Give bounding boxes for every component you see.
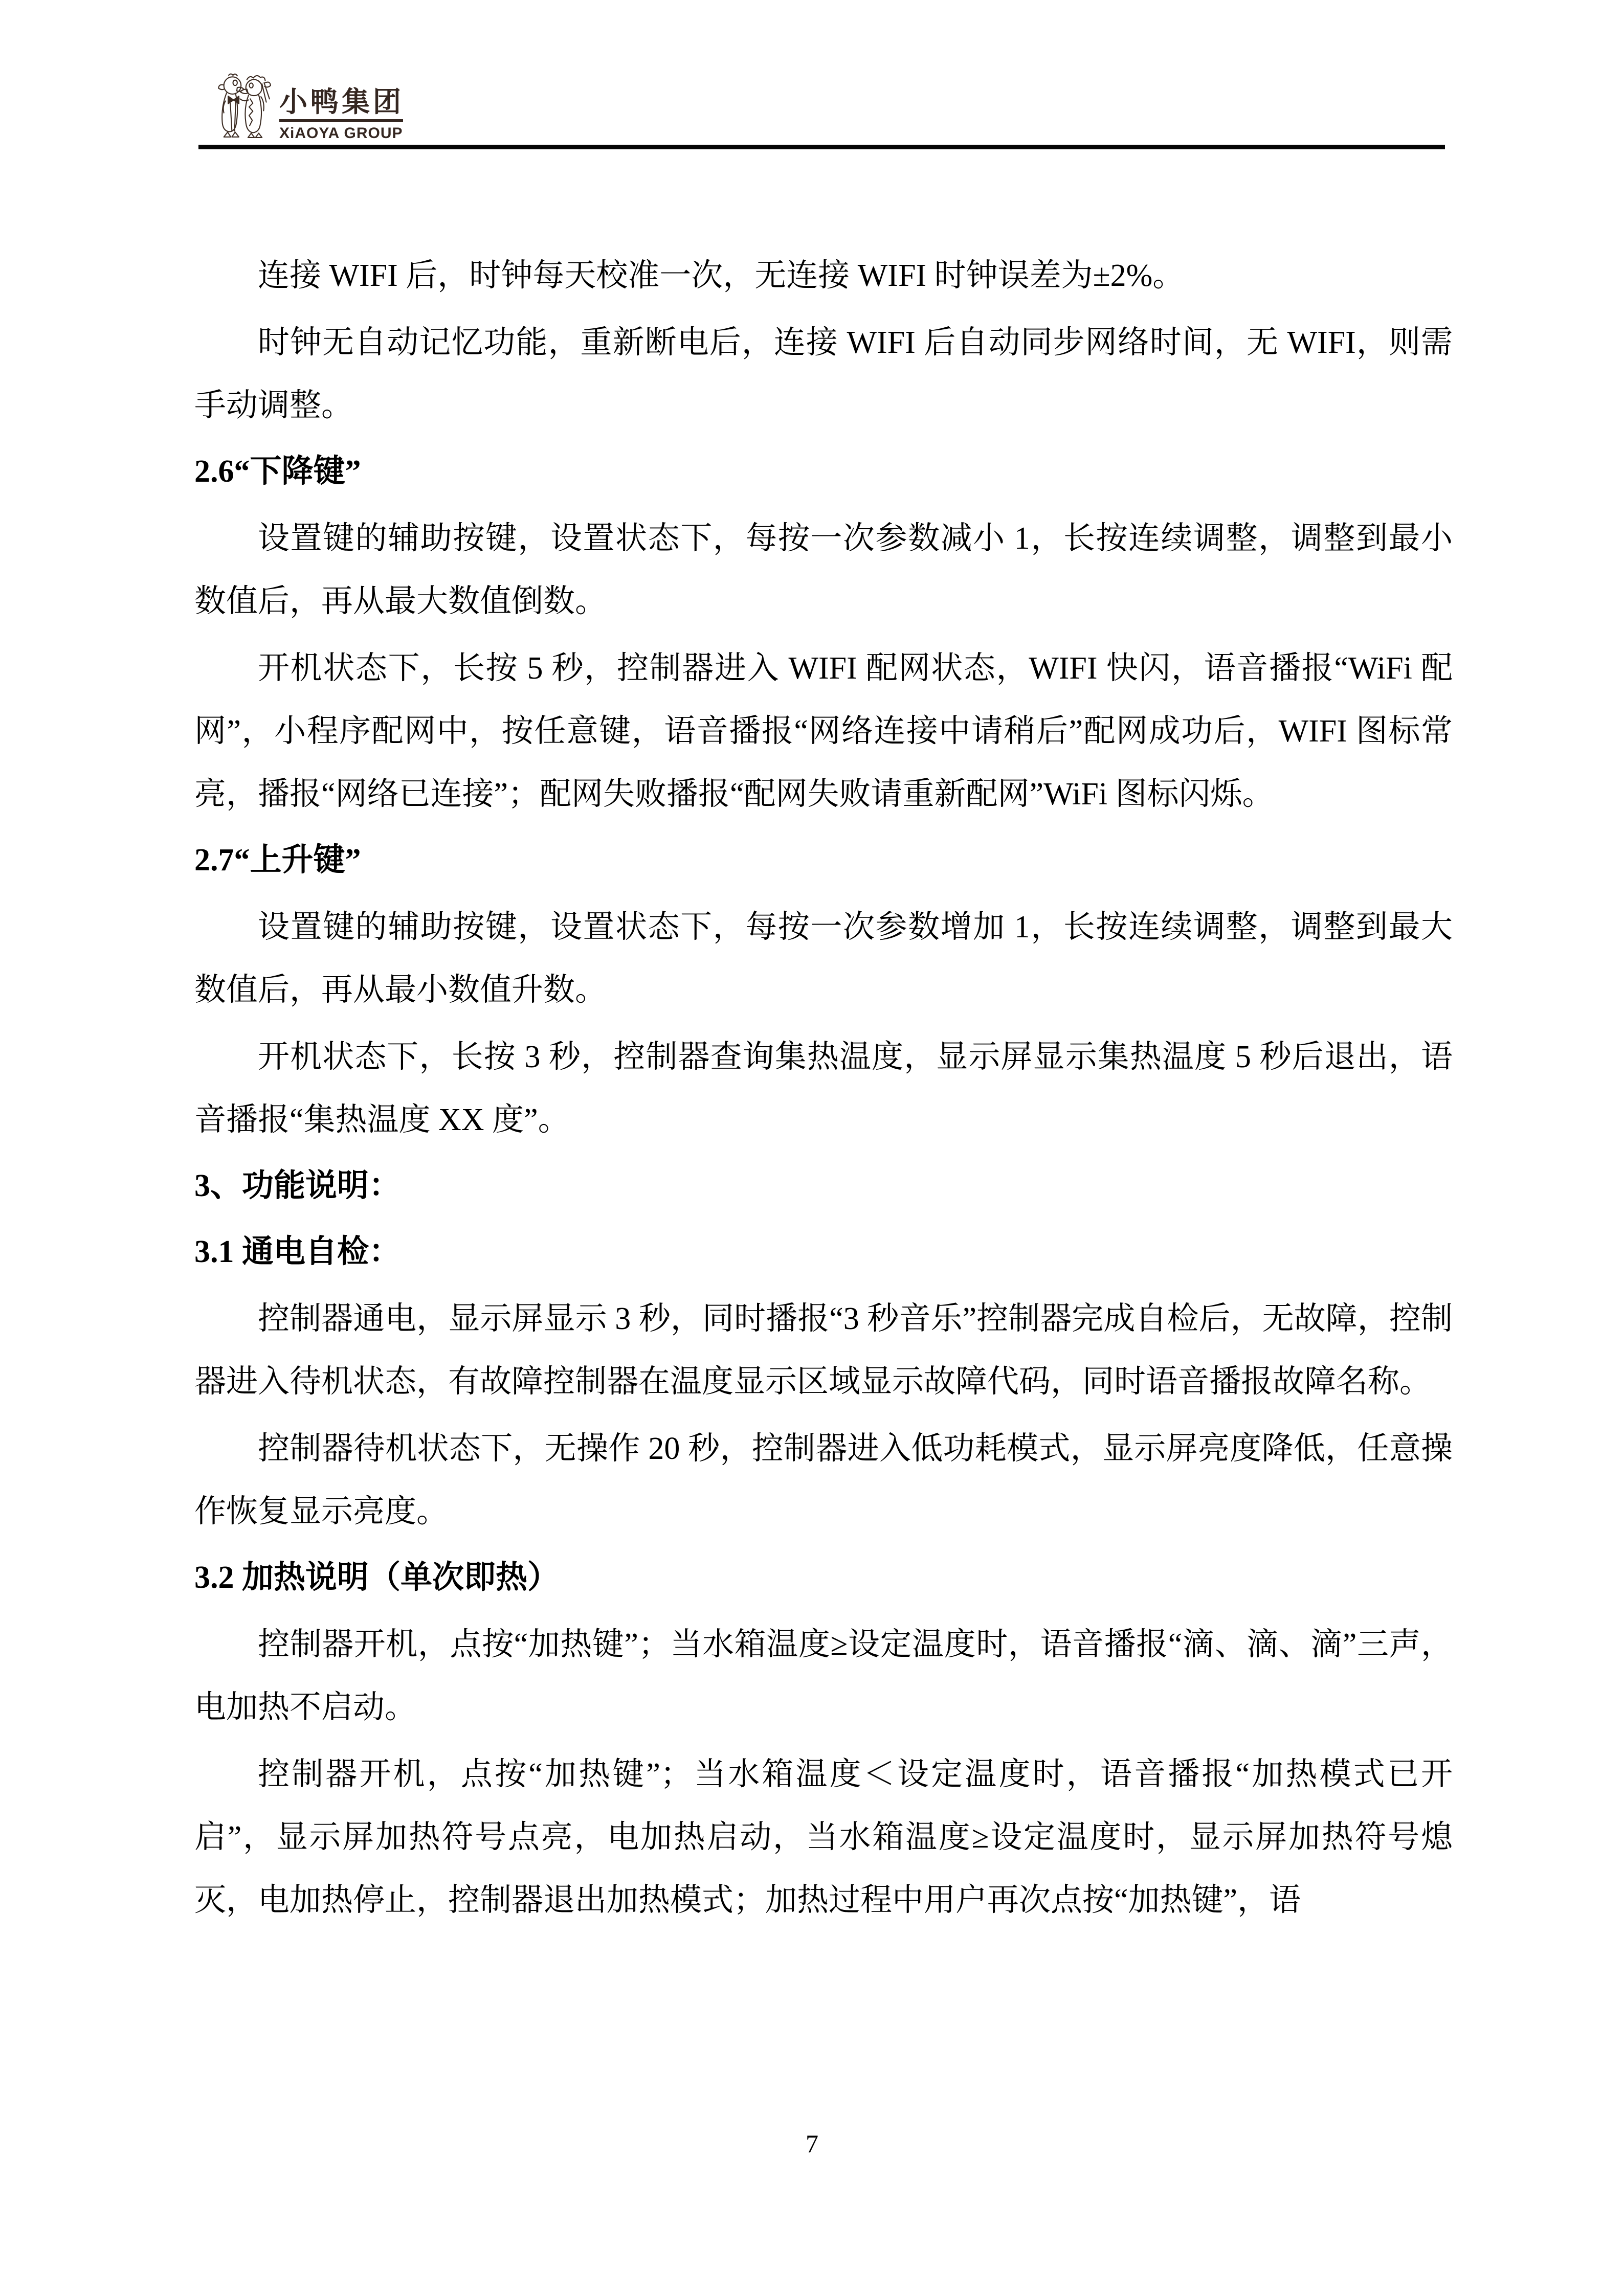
section-heading: 3、功能说明：	[194, 1168, 401, 1203]
paragraph: 控制器通电，显示屏显示 3 秒，同时播报“3 秒音乐”控制器完成自检后，无故障，控制器进入待机状态，有故障控制器在温度显示区域显示故障代码，同时语音播报故障名称。	[194, 1301, 1453, 1399]
paragraph: 设置键的辅助按键，设置状态下，每按一次参数减小 1，长按连续调整，调整到最小数值后，再从最大数值倒数。	[194, 521, 1453, 619]
section-heading: 3.2 加热说明（单次即热）	[194, 1560, 560, 1595]
paragraph: 设置键的辅助按键，设置状态下，每按一次参数增加 1，长按连续调整，调整到最大数值后，再从最小数值升数。	[194, 910, 1453, 1007]
duckling-mascot-icon	[215, 73, 273, 139]
paragraph: 控制器开机，点按“加热键”；当水箱温度＜设定温度时，语音播报“加热模式已开启”，显示屏加热符号点亮，电加热启动，当水箱温度≥设定温度时，显示屏加热符号熄灭，电加热停止，控制器退出加热模式；加热过程中用户再次点按“加热键”，语	[194, 1757, 1453, 1918]
section-heading: 2.7“上升键”	[194, 843, 361, 877]
section-heading: 3.1 通电自检：	[194, 1234, 401, 1269]
paragraph: 控制器开机，点按“加热键”；当水箱温度≥设定温度时，语音播报“滴、滴、滴”三声，电加热不启动。	[194, 1627, 1453, 1725]
paragraph: 控制器待机状态下，无操作 20 秒，控制器进入低功耗模式，显示屏亮度降低，任意操作恢复显示亮度。	[194, 1431, 1453, 1529]
logo-english-name: XiAOYA GROUP	[279, 125, 403, 142]
logo-divider	[279, 119, 403, 122]
company-logo	[279, 87, 405, 142]
logo-chinese-name: 小鸭集团	[279, 86, 405, 118]
section-heading: 2.6“下降键”	[194, 454, 361, 489]
page-number: 7	[806, 2129, 818, 2158]
paragraph: 时钟无自动记忆功能，重新断电后，连接 WIFI 后自动同步网络时间，无 WIFI，则需手动调整。	[194, 325, 1453, 423]
paragraph: 开机状态下，长按 3 秒，控制器查询集热温度，显示屏显示集热温度 5 秒后退出，语音播报“集热温度 XX 度”。	[194, 1040, 1453, 1137]
header-rule	[198, 145, 1445, 149]
document-body	[194, 244, 1453, 1932]
paragraph: 连接 WIFI 后，时钟每天校准一次，无连接 WIFI 时钟误差为±2%。	[258, 258, 1185, 293]
paragraph: 开机状态下，长按 5 秒，控制器进入 WIFI 配网状态，WIFI 快闪，语音播报“WiFi 配网”，小程序配网中，按任意键，语音播报“网络连接中请稍后”配网成功后，WIFI 图标常亮，播报“网络已连接”；配网失败播报“配网失败请重新配网”WiFi 图标闪烁。	[194, 651, 1453, 812]
